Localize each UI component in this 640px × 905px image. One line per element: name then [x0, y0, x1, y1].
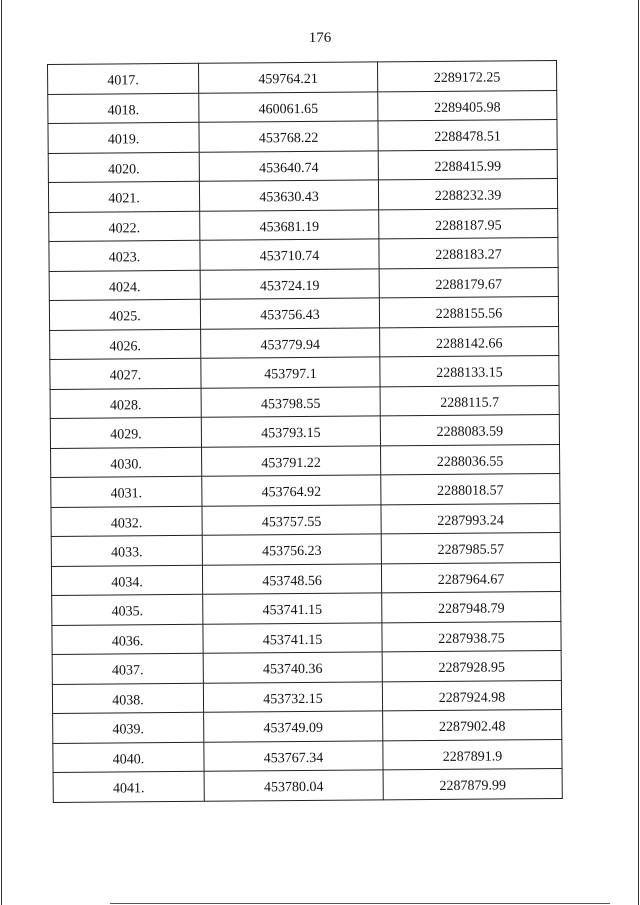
- table-body: [48, 60, 563, 801]
- point-number-cell: 4018.: [48, 93, 199, 124]
- x-coordinate-cell: 453767.34: [204, 740, 383, 771]
- x-coordinate-cell: 453681.19: [200, 209, 379, 240]
- point-number-cell: 4024.: [49, 270, 200, 301]
- x-coordinate-cell: 453710.74: [200, 239, 379, 270]
- y-coordinate-cell: 2287928.95: [382, 650, 561, 681]
- y-coordinate-cell: 2288018.57: [381, 473, 560, 504]
- table-row: [52, 680, 561, 713]
- x-coordinate-cell: 453797.1: [201, 357, 380, 388]
- x-coordinate-cell: 460061.65: [199, 91, 378, 122]
- x-coordinate-cell: 453630.43: [199, 180, 378, 211]
- y-coordinate-cell: 2287993.24: [381, 503, 560, 534]
- x-coordinate-cell: 453749.09: [204, 711, 383, 742]
- y-coordinate-cell: 2288183.27: [379, 237, 558, 268]
- point-number-cell: 4019.: [48, 122, 199, 153]
- point-number-cell: 4036.: [52, 624, 203, 655]
- y-coordinate-cell: 2287891.9: [383, 739, 562, 770]
- page-edge-bottom: [110, 903, 610, 904]
- table-row: [52, 591, 561, 624]
- point-number-cell: 4031.: [51, 476, 202, 507]
- x-coordinate-cell: 453756.43: [200, 298, 379, 329]
- x-coordinate-cell: 453764.92: [202, 475, 381, 506]
- x-coordinate-cell: 453748.56: [202, 563, 381, 594]
- table-row: [50, 355, 559, 388]
- y-coordinate-cell: 2287938.75: [382, 621, 561, 652]
- point-number-cell: 4027.: [50, 358, 201, 389]
- table-row: [51, 444, 560, 477]
- point-number-cell: 4032.: [51, 506, 202, 537]
- point-number-cell: 4028.: [50, 388, 201, 419]
- table-row: [49, 208, 558, 241]
- point-number-cell: 4022.: [49, 211, 200, 242]
- y-coordinate-cell: 2287902.48: [383, 709, 562, 740]
- x-coordinate-cell: 453756.23: [202, 534, 381, 565]
- table-row: [52, 650, 561, 683]
- x-coordinate-cell: 453791.22: [202, 445, 381, 476]
- x-coordinate-cell: 459764.21: [198, 62, 377, 93]
- point-number-cell: 4030.: [51, 447, 202, 478]
- table-row: [52, 621, 561, 654]
- x-coordinate-cell: 453757.55: [202, 504, 381, 535]
- table-row: [51, 503, 560, 536]
- y-coordinate-cell: 2288142.66: [380, 326, 559, 357]
- table-row: [51, 473, 560, 506]
- y-coordinate-cell: 2288478.51: [378, 119, 557, 150]
- point-number-cell: 4026.: [50, 329, 201, 360]
- point-number-cell: 4033.: [51, 535, 202, 566]
- table-row: [49, 267, 558, 300]
- point-number-cell: 4017.: [48, 63, 199, 94]
- y-coordinate-cell: 2288187.95: [379, 208, 558, 239]
- y-coordinate-cell: 2288155.56: [379, 296, 558, 327]
- table-row: [49, 296, 558, 329]
- point-number-cell: 4041.: [53, 771, 204, 802]
- table-row: [48, 60, 557, 93]
- table-row: [48, 178, 557, 211]
- x-coordinate-cell: 453740.36: [203, 652, 382, 683]
- x-coordinate-cell: 453779.94: [201, 327, 380, 358]
- table-row: [53, 768, 562, 801]
- point-number-cell: 4039.: [53, 712, 204, 743]
- coordinates-table: [47, 60, 563, 802]
- y-coordinate-cell: 2288415.99: [378, 149, 557, 180]
- page-number: 176: [308, 30, 332, 46]
- table-row: [49, 237, 558, 270]
- point-number-cell: 4020.: [48, 152, 199, 183]
- point-number-cell: 4035.: [52, 594, 203, 625]
- table-row: [48, 149, 557, 182]
- table-row: [50, 414, 559, 447]
- point-number-cell: 4025.: [49, 299, 200, 330]
- table-row: [50, 385, 559, 418]
- table-row: [48, 119, 557, 152]
- y-coordinate-cell: 2289172.25: [377, 60, 556, 91]
- point-number-cell: 4037.: [52, 653, 203, 684]
- point-number-cell: 4021.: [48, 181, 199, 212]
- y-coordinate-cell: 2288083.59: [380, 414, 559, 445]
- y-coordinate-cell: 2287985.57: [381, 532, 560, 563]
- table-row: [51, 562, 560, 595]
- x-coordinate-cell: 453780.04: [204, 770, 383, 801]
- x-coordinate-cell: 453741.15: [203, 593, 382, 624]
- x-coordinate-cell: 453793.15: [201, 416, 380, 447]
- y-coordinate-cell: 2289405.98: [378, 90, 557, 121]
- y-coordinate-cell: 2287948.79: [382, 591, 561, 622]
- table-row: [48, 90, 557, 123]
- point-number-cell: 4034.: [51, 565, 202, 596]
- point-number-cell: 4023.: [49, 240, 200, 271]
- x-coordinate-cell: 453732.15: [203, 681, 382, 712]
- y-coordinate-cell: 2288115.7: [380, 385, 559, 416]
- x-coordinate-cell: 453724.19: [200, 268, 379, 299]
- x-coordinate-cell: 453741.15: [203, 622, 382, 653]
- table-row: [51, 532, 560, 565]
- table-row: [53, 709, 562, 742]
- y-coordinate-cell: 2288036.55: [381, 444, 560, 475]
- page-edge-left: [1, 0, 2, 905]
- table-row: [53, 739, 562, 772]
- point-number-cell: 4038.: [52, 683, 203, 714]
- x-coordinate-cell: 453640.74: [199, 150, 378, 181]
- y-coordinate-cell: 2287964.67: [381, 562, 560, 593]
- page-edge-right: [638, 0, 639, 905]
- y-coordinate-cell: 2288133.15: [380, 355, 559, 386]
- point-number-cell: 4040.: [53, 742, 204, 773]
- y-coordinate-cell: 2288232.39: [378, 178, 557, 209]
- y-coordinate-cell: 2287924.98: [382, 680, 561, 711]
- x-coordinate-cell: 453768.22: [199, 121, 378, 152]
- x-coordinate-cell: 453798.55: [201, 386, 380, 417]
- y-coordinate-cell: 2287879.99: [383, 768, 562, 799]
- point-number-cell: 4029.: [50, 417, 201, 448]
- table-row: [50, 326, 559, 359]
- y-coordinate-cell: 2288179.67: [379, 267, 558, 298]
